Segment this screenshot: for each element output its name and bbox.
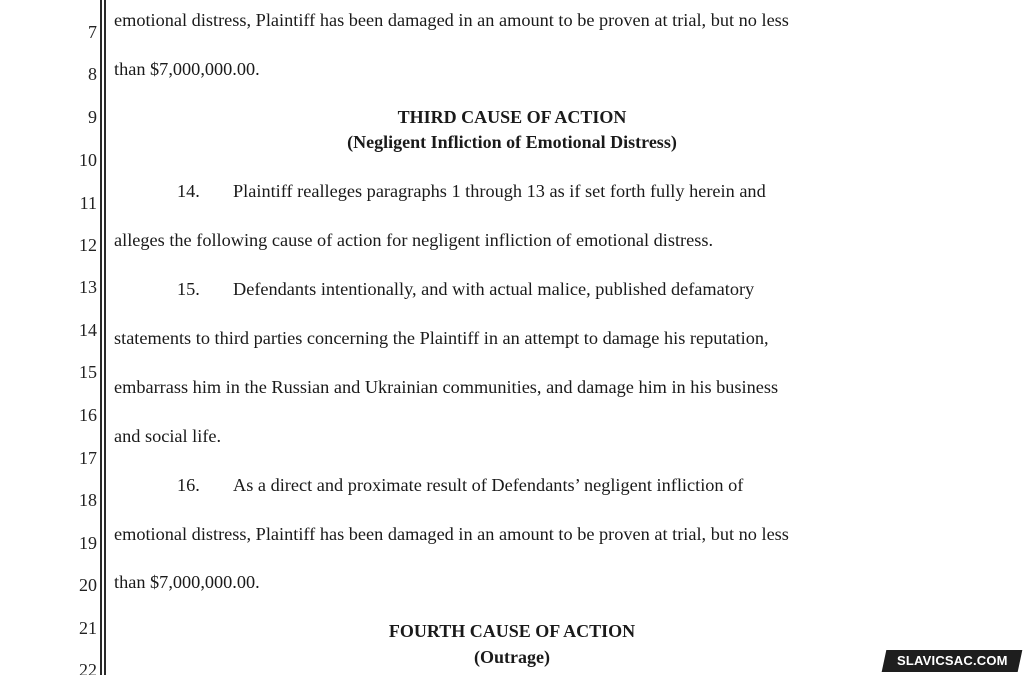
paragraph-16-number: 16. — [177, 475, 200, 495]
left-margin-rule-inner — [104, 0, 106, 675]
line-number-13: 13 — [79, 277, 97, 297]
paragraph-15-number: 15. — [177, 279, 200, 299]
paragraph-14-number: 14. — [177, 181, 200, 201]
paragraph-15-line-2: statements to third parties concerning the Plaintiff in an attempt to damage his reputation, — [114, 328, 769, 348]
line-number-7: 7 — [88, 22, 97, 42]
watermark-text: SLAVICSAC.COM — [896, 653, 1008, 668]
paragraph-16-line-2: emotional distress, Plaintiff has been damaged in an amount to be proven at trial, but no less — [114, 524, 789, 544]
text-line-8: than $7,000,000.00. — [114, 59, 260, 79]
line-number-22: 22 — [79, 660, 97, 675]
text-line-7: emotional distress, Plaintiff has been damaged in an amount to be proven at trial, but no less — [114, 10, 789, 30]
line-number-16: 16 — [79, 405, 97, 425]
line-number-12: 12 — [79, 235, 97, 255]
line-number-10: 10 — [79, 150, 97, 170]
line-number-18: 18 — [79, 490, 97, 510]
paragraph-16-line-1: As a direct and proximate result of Defendants’ negligent infliction of — [233, 475, 744, 495]
line-number-21: 21 — [79, 618, 97, 638]
line-number-19: 19 — [79, 533, 97, 553]
watermark-badge — [882, 650, 1023, 672]
paragraph-15-line-1: Defendants intentionally, and with actual malice, published defamatory — [233, 279, 755, 299]
paragraph-16-line-3: than $7,000,000.00. — [114, 572, 260, 592]
left-margin-rule-outer — [100, 0, 102, 675]
fourth-cause-subheading: (Outrage) — [474, 647, 550, 667]
line-number-8: 8 — [88, 64, 97, 84]
line-number-9: 9 — [88, 107, 97, 127]
line-number-14: 14 — [79, 320, 97, 340]
fourth-cause-heading: FOURTH CAUSE OF ACTION — [388, 621, 636, 641]
paragraph-14-line-2: alleges the following cause of action for negligent infliction of emotional distress. — [114, 230, 714, 250]
line-number-11: 11 — [79, 193, 97, 213]
line-number-15: 15 — [79, 362, 97, 382]
paragraph-15-line-4-text: and social life. — [114, 426, 222, 446]
paragraph-14-line-1: Plaintiff realleges paragraphs 1 through 13 as if set forth fully herein and — [233, 181, 766, 201]
paragraph-15-line-4 — [114, 425, 221, 447]
line-number-20: 20 — [79, 575, 97, 595]
line-number-17: 17 — [79, 448, 97, 468]
paragraph-15-line-3: embarrass him in the Russian and Ukrainian communities, and damage him in his business — [114, 377, 779, 397]
third-cause-subheading: (Negligent Infliction of Emotional Distress) — [347, 132, 677, 152]
third-cause-heading: THIRD CAUSE OF ACTION — [397, 107, 627, 127]
